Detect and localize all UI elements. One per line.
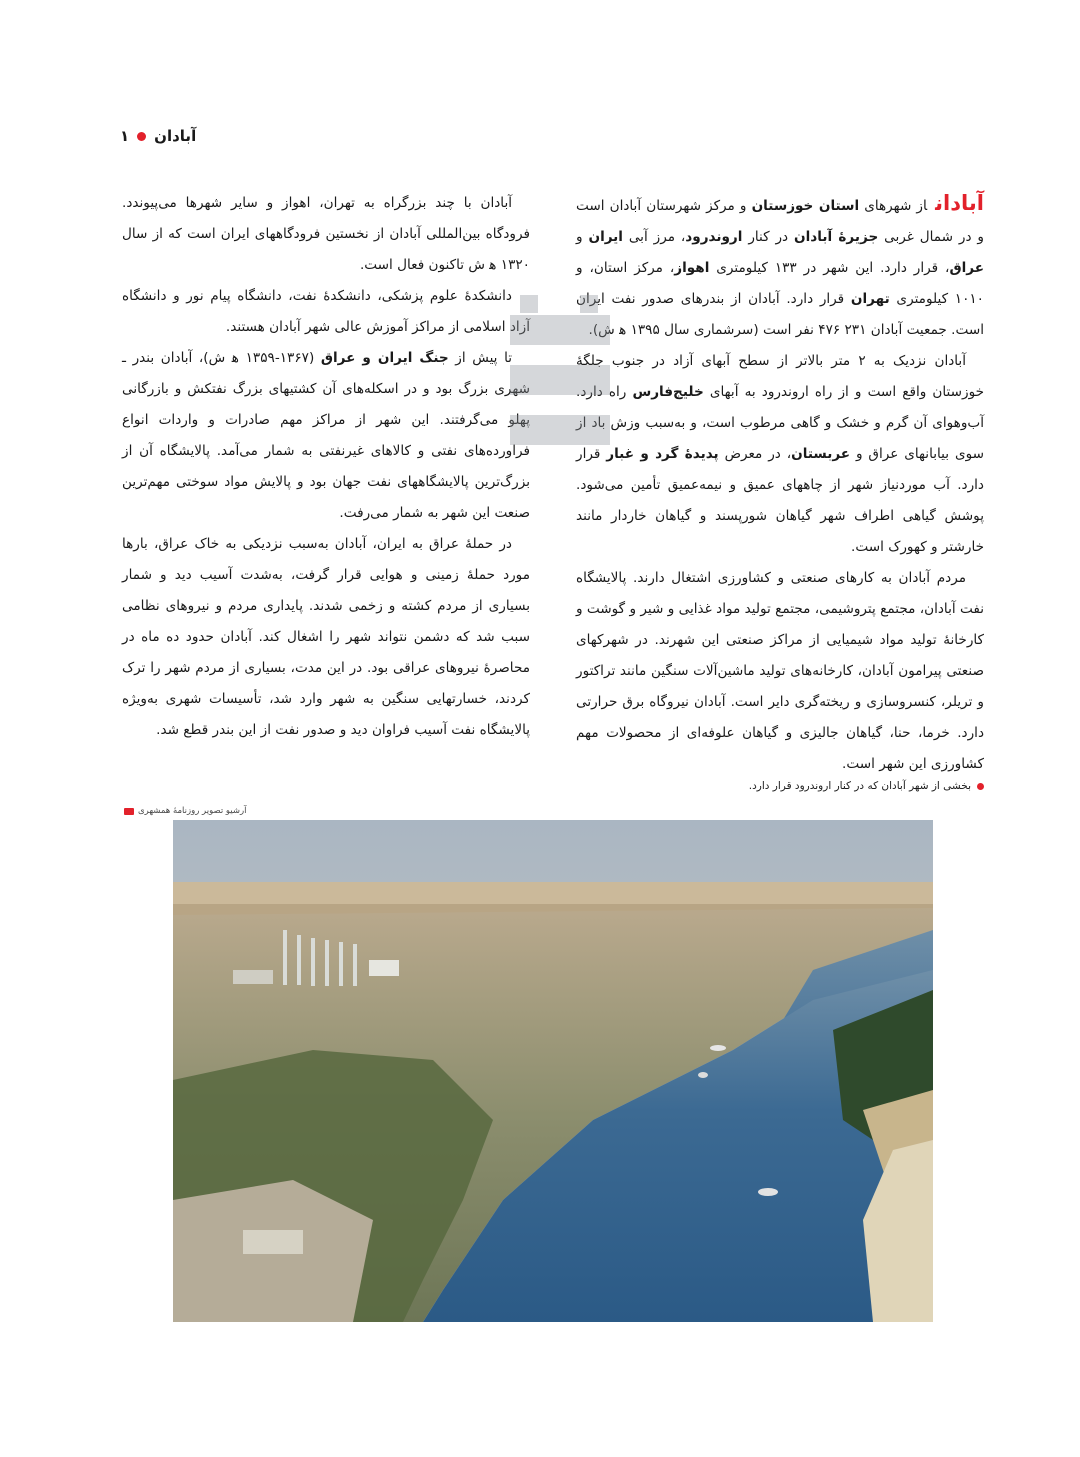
bold-term: جنگ ایران و عراق <box>320 350 449 366</box>
bullet-dot-icon <box>137 132 146 141</box>
bold-term: پدیدهٔ گرد و غبار <box>606 446 719 462</box>
article-column-right <box>576 188 984 780</box>
text: در کنار <box>742 229 794 245</box>
photo-caption <box>564 780 984 792</box>
caption-text: بخشی از شهر آبادان که در کنار اروندرود قرار دارد. <box>748 780 971 792</box>
text: ، قرار دارد. این شهر در ۱۳۳ کیلومتری <box>709 260 950 276</box>
photo-credit <box>124 806 344 816</box>
bold-term: عراق <box>949 260 985 276</box>
text: (۱۳۶۷-۱۳۵۹ ه‍ ش)، آبادان بندر ـ شهری بزرگ بود و در اسکله‌های آن کشتیهای بزرگ نفتکش و بازرگانی پهلو می‌گرفتند. این شهر از مراکز مهم صادرات و واردات انواع فراورده‌های نفتی و کالاهای غیرنفتی به شمار می‌آمد. پالایشگاه آن از بزرگ‌ترین پالایشگاههای نفت جهان بود و پالایش مواد سوختی مهم‌ترین صنعت این شهر به شمار می‌رفت. <box>122 350 530 521</box>
paragraph <box>576 188 984 346</box>
page-number: ۱ <box>120 127 130 145</box>
aerial-photo <box>173 820 933 1322</box>
text: ، در معرض <box>718 446 792 462</box>
paragraph: آبادان با چند بزرگراه به تهران، اهواز و سایر شهرها می‌پیوندد. فرودگاه بین‌المللی آبادان از نخستین فرودگاههای ایران است که از سال ۱۳۲۰ ه‍ ش تاکنون فعال است. <box>122 195 530 273</box>
article-column-left <box>122 188 530 746</box>
text: آبادان نزدیک به ۲ متر بالاتر از سطح آبهای آزاد در جنوب جلگهٔ خوزستان واقع است و از راه اروندرود به آبهای <box>576 353 985 400</box>
aerial-photo-illustration <box>173 820 933 1322</box>
credit-text: آرشیو تصویر روزنامهٔ همشهری <box>138 806 247 816</box>
text: تا پیش از <box>448 350 513 366</box>
text: قرار دارد. آبادان از بندرهای صدور نفت ایران است. جمعیت آبادان ۲۳۱ ۴۷۶ نفر است (سرشماری سال ۱۳۹۵ ه‍ ش). <box>576 291 984 338</box>
paragraph: دانشکدهٔ علوم پزشکی، دانشکدهٔ نفت، دانشگاه پیام نور و دانشگاه آزاد اسلامی از مراکز آموزش عالی شهر آبادان هستند. <box>122 288 530 335</box>
text: و مرکز شهرستان آبادان است و در شمال غربی <box>576 198 984 245</box>
text: قرار دارد. آب مورد‌نیاز شهر از چاههای عمیق و نیمه‌عمیق تأمین می‌شود. پوشش گیاهی اطراف شهر گیاهان شورپسند و گیاهان خاردار مانند خارشتر و کهورک است. <box>576 446 984 555</box>
bold-term: اروندرود <box>685 229 743 245</box>
paragraph <box>576 346 984 563</box>
entry-title: آبادان <box>935 191 984 215</box>
text: و <box>576 229 589 245</box>
camera-icon <box>124 808 134 815</box>
bold-term: اهواز <box>674 260 710 276</box>
running-header <box>120 124 320 148</box>
bold-term: ایران <box>588 229 623 245</box>
paragraph: مردم آبادان به کارهای صنعتی و کشاورزی اشتغال دارند. پالایشگاه نفت آبادان، مجتمع پتروشیمی، مجتمع تولید مواد غذایی و شیر و گوشت و کارخانهٔ تولید مواد شیمیایی از مراکز صنعتی این شهرند. در شهرکهای صنعتی پیرامون آبادان، کارخانه‌های تولید ماشین‌آلات سنگین مانند تراکتور و تریلر، کنسروسازی و ریخته‌گری دایر است. آبادان نیروگاه برق حرارتی دارد. خرما، حنا، گیاهان جالیزی و گیاهان علوفه‌ای از محصولات مهم کشاورزی این شهر است. <box>576 570 984 772</box>
text: از شهرهای <box>859 198 928 214</box>
paragraph: در حملهٔ عراق به ایران، آبادان به‌سبب نزدیکی به خاک عراق، بارها مورد حملهٔ زمینی و هوایی قرار گرفت، به‌شدت آسیب دید و شمار بسیاری از مردم کشته و زخمی شدند. پایداری مردم و نیروهای نظامی سبب شد که دشمن نتواند شهر را اشغال کند. آبادان حدود ده ماه در محاصرهٔ نیروهای عراقی بود. در این مدت، بسیاری از مردم شهر را ترک کردند، خسارتهایی سنگین به شهر وارد شد، تأسیسات شهری به‌ویژه پالایشگاه نفت آسیب فراوان دید و صدور نفت از این بندر قطع شد. <box>122 536 530 738</box>
header-title: آبادان <box>154 127 197 145</box>
bold-term: استان خوزستان <box>751 198 860 214</box>
bold-term: تهران <box>850 291 890 307</box>
text: ، مرکز استان، و ۱۰۱۰ کیلومتری <box>576 260 984 307</box>
paragraph <box>122 343 530 529</box>
bold-term: عربستان <box>791 446 851 462</box>
text: راه دارد. آب‌وهوای آن گرم و خشک و گاهی مرطوب است، و به‌سبب وزش باد از سوی بیابانهای عراق و <box>576 384 984 462</box>
bullet-dot-icon <box>977 783 984 790</box>
bold-term: جزیرهٔ آبادان <box>794 229 879 245</box>
text: ، مرز آبی <box>622 229 686 245</box>
bold-term: خلیج‌فارس <box>632 384 704 400</box>
